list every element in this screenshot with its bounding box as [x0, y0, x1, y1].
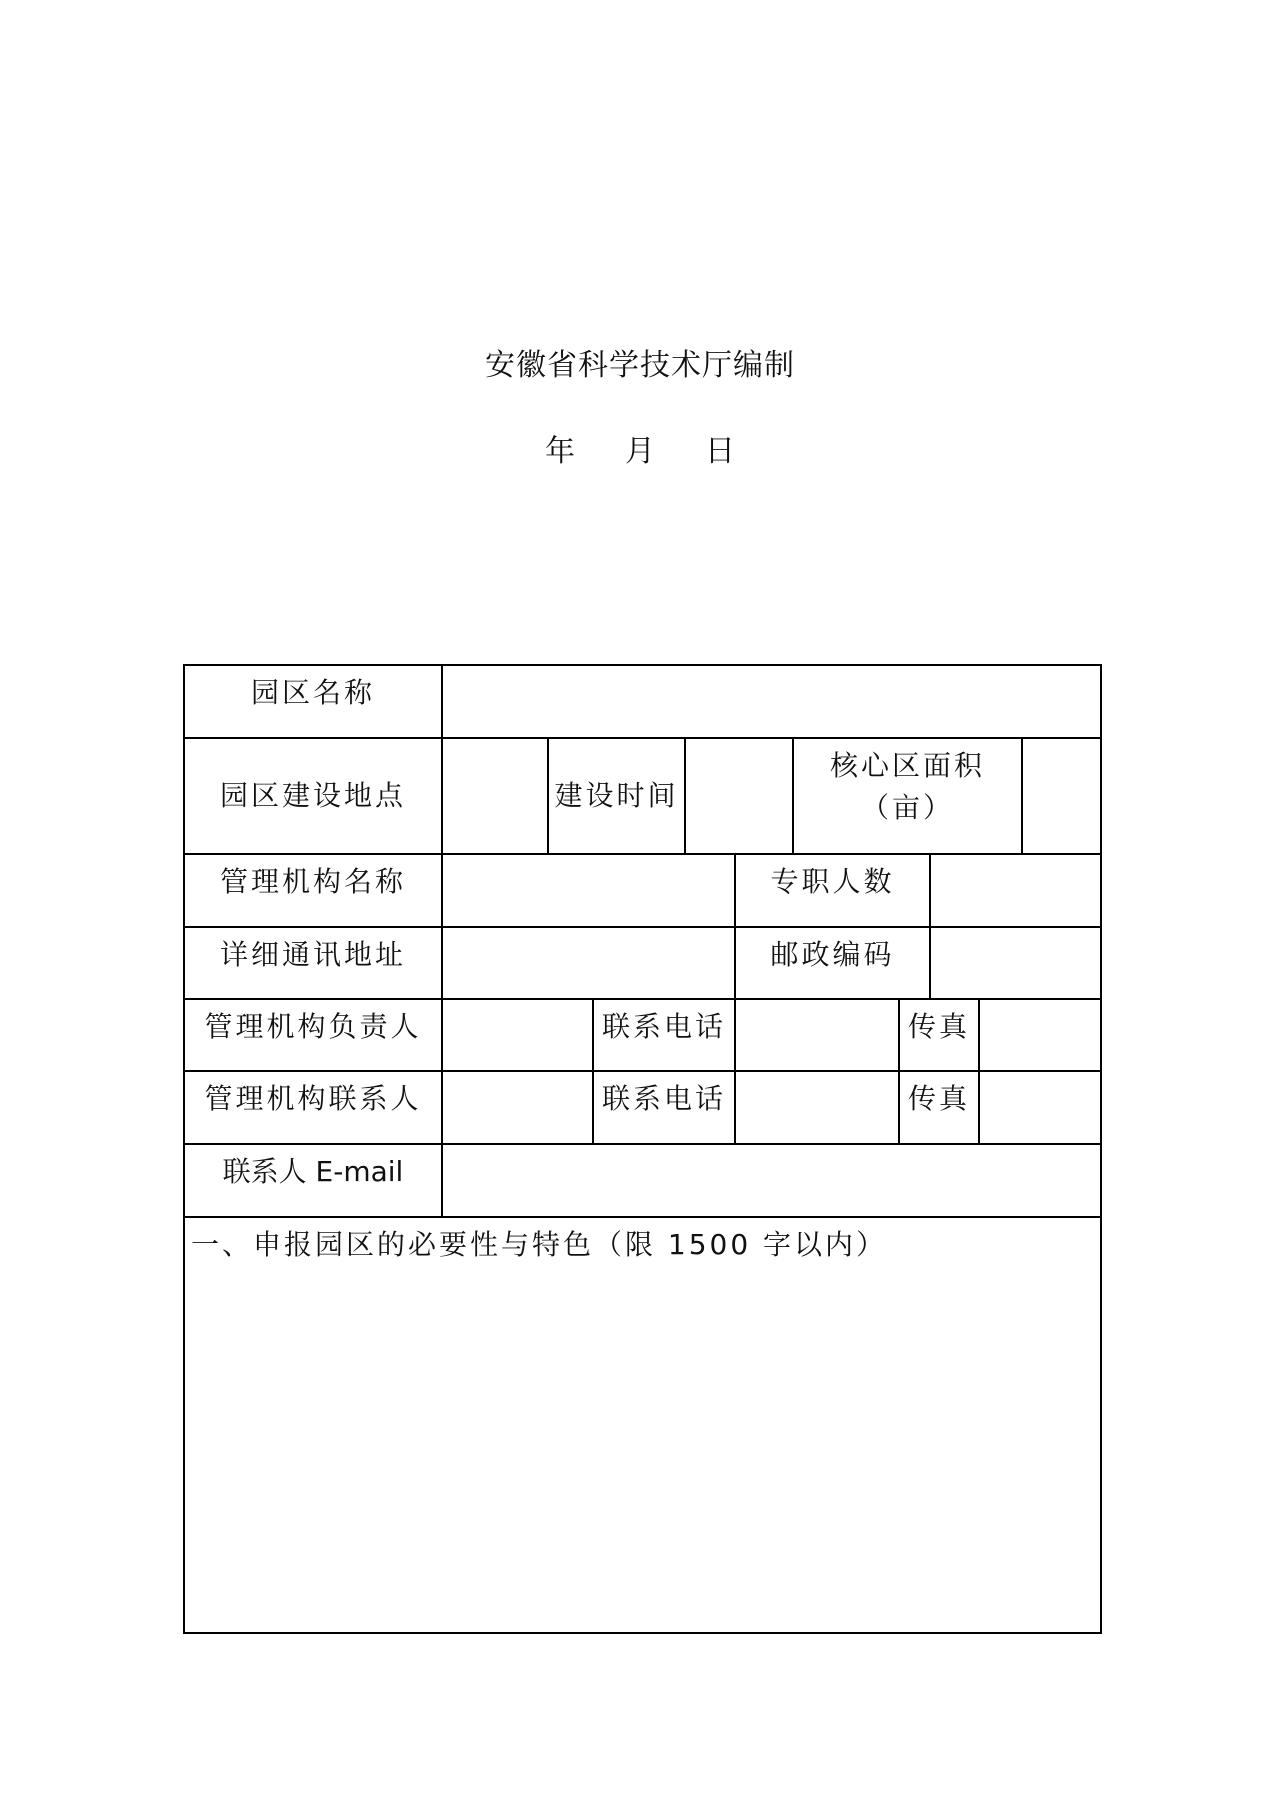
address-field[interactable]	[441, 926, 736, 1000]
park-name-field[interactable]	[441, 664, 1102, 739]
park-location-label: 园区建设地点	[183, 737, 443, 855]
section-necessity-features[interactable]	[183, 1216, 1102, 1634]
fax-label-2: 传真	[898, 1070, 980, 1145]
fax-label-1: 传真	[898, 998, 980, 1072]
contact-email-field[interactable]	[441, 1143, 1102, 1218]
date-line	[0, 426, 1280, 470]
mgmt-contact-field[interactable]	[441, 1070, 594, 1145]
fax-field-2[interactable]	[978, 1070, 1102, 1145]
phone-field-1[interactable]	[734, 998, 900, 1072]
mgmt-head-label: 管理机构负责人	[183, 998, 443, 1072]
fax-field-1[interactable]	[978, 998, 1102, 1072]
date-year: 年	[545, 434, 575, 469]
date-month: 月	[625, 434, 655, 469]
phone-label-1: 联系电话	[592, 998, 736, 1072]
core-area-field[interactable]	[1021, 737, 1102, 855]
mgmt-org-name-field[interactable]	[441, 853, 736, 928]
core-area-label	[792, 737, 1023, 855]
park-location-field[interactable]	[441, 737, 549, 855]
contact-email-label: 联系人 E-mail	[183, 1143, 443, 1218]
postcode-field[interactable]	[929, 926, 1102, 1000]
date-day: 日	[705, 434, 735, 469]
mgmt-head-field[interactable]	[441, 998, 594, 1072]
issuer-line: 安徽省科学技术厅编制	[485, 348, 795, 383]
phone-field-2[interactable]	[734, 1070, 900, 1145]
build-time-field[interactable]	[684, 737, 794, 855]
staff-count-label: 专职人数	[734, 853, 931, 928]
build-time-label: 建设时间	[547, 737, 686, 855]
core-area-label-line2: （亩）	[860, 791, 954, 824]
mgmt-org-name-label: 管理机构名称	[183, 853, 443, 928]
park-name-label: 园区名称	[183, 664, 443, 739]
staff-count-field[interactable]	[929, 853, 1102, 928]
mgmt-contact-label: 管理机构联系人	[183, 1070, 443, 1145]
address-label: 详细通讯地址	[183, 926, 443, 1000]
postcode-label: 邮政编码	[734, 926, 931, 1000]
phone-label-2: 联系电话	[592, 1070, 736, 1145]
core-area-label-line1: 核心区面积	[829, 749, 985, 782]
section-1-heading: 一、申报园区的必要性与特色（限 1500 字以内）	[191, 1228, 888, 1261]
